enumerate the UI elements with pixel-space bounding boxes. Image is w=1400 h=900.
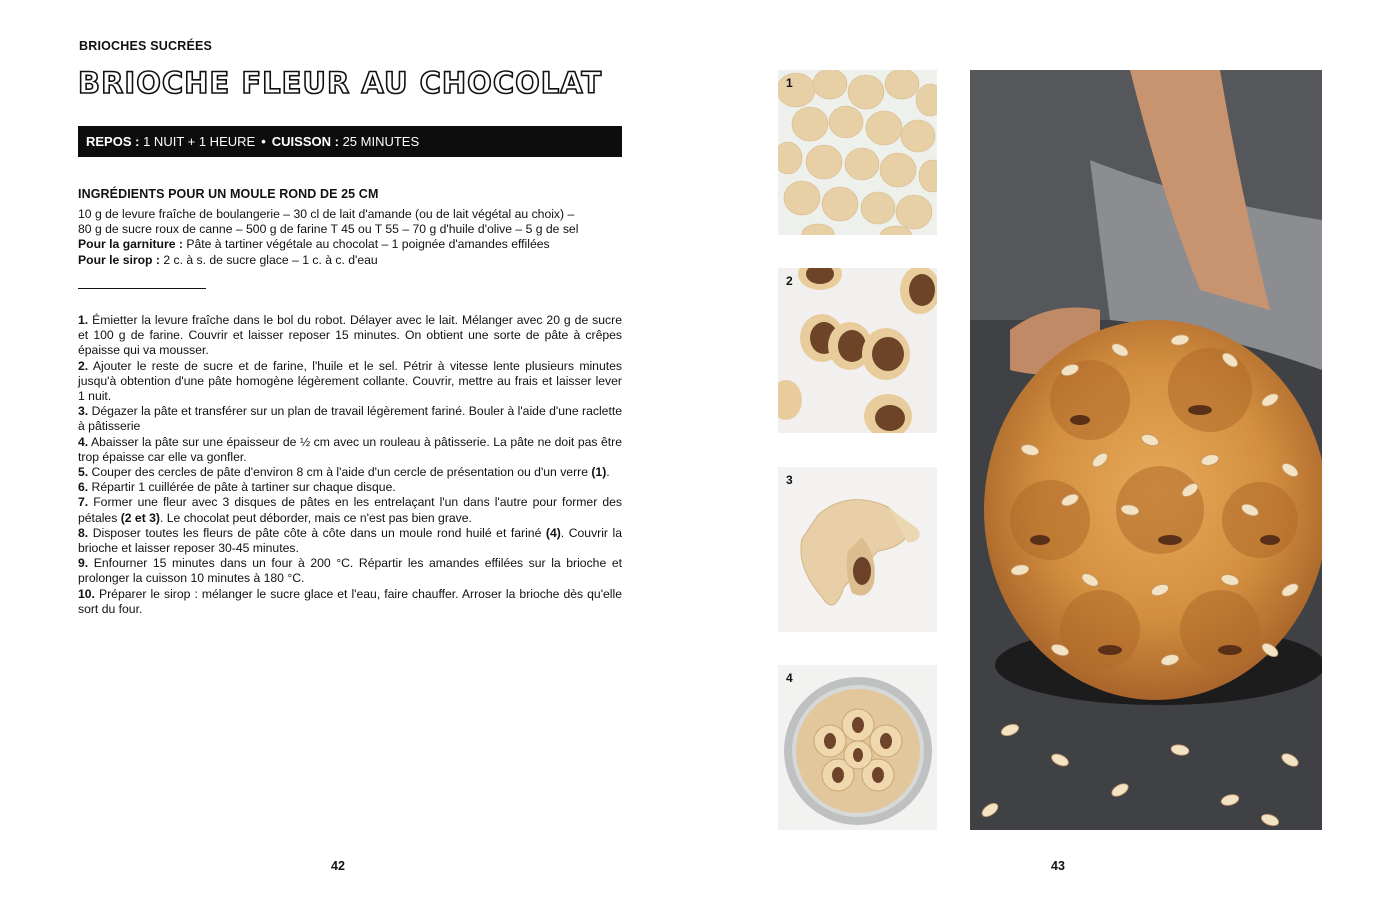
tin-with-flowers-image [778, 665, 937, 830]
syrup-label: Pour le sirop : [78, 252, 160, 267]
recipe-title: BRIOCHE FLEUR AU CHOCOLAT [78, 66, 603, 100]
bake-label: CUISSON : [271, 134, 339, 149]
chocolate-discs-image [778, 268, 937, 433]
divider [78, 288, 206, 289]
step-photo-number: 2 [786, 274, 793, 288]
brioche-photo [970, 70, 1322, 830]
step-photo-number: 1 [786, 76, 793, 90]
step: 1. Émietter la levure fraîche dans le bol du robot. Délayer avec le lait. Mélanger avec 20 g de sucre et 100 g de farine. Couvrir et laisser reposer 15 minutes. On obtient une sorte de pâte à crêpes épaisse qui va mousser. [78, 313, 622, 358]
ingredients-heading: INGRÉDIENTS POUR UN MOULE ROND DE 25 CM [78, 187, 379, 201]
step: 9. Enfourner 15 minutes dans un four à 200 °C. Répartir les amandes effilées sur la brioche et prolonger la cuisson 10 minutes à 180 °C. [78, 556, 622, 586]
step-photo-4 [778, 665, 937, 830]
timing-separator: • [261, 134, 266, 149]
syrup-line [78, 253, 638, 268]
rest-value: 1 NUIT + 1 HEURE [143, 134, 256, 149]
page-number-right: 43 [1051, 859, 1065, 873]
page-number-left: 42 [331, 859, 345, 873]
garnish-text: Pâte à tartiner végétale au chocolat – 1 poignée d'amandes effilées [182, 237, 550, 252]
step: 2. Ajouter le reste de sucre et de farine, l'huile et le sel. Pétrir à vitesse lente plusieurs minutes jusqu'à obtention d'une pâte homogène légèrement collante. Couvrir, mettre au frais et laisser lever 1 nuit. [78, 358, 622, 404]
syrup-text: 2 c. à s. de sucre glace – 1 c. à c. d'eau [159, 252, 378, 267]
dough-discs-image [778, 70, 937, 235]
step-photo-3 [778, 467, 937, 632]
timing-bar [78, 126, 622, 157]
step: 6. Répartir 1 cuillérée de pâte à tartiner sur chaque disque. [78, 480, 396, 495]
step: 3. Dégazer la pâte et transférer sur un plan de travail légèrement fariné. Bouler à l'aide d'une raclette à pâtisserie [78, 404, 622, 434]
step-photo-2 [778, 268, 937, 433]
step: 4. Abaisser la pâte sur une épaisseur de ½ cm avec un rouleau à pâtisserie. La pâte ne doit pas être trop épaisse car elle va gonfler. [78, 434, 622, 464]
step-photo-number: 4 [786, 671, 793, 685]
step: 5. Couper des cercles de pâte d'environ 8 cm à l'aide d'un cercle de présentation ou d'un verre (1). [78, 465, 610, 480]
step-photo-1 [778, 70, 937, 235]
rest-label: REPOS : [86, 134, 140, 149]
step: 7. Former une fleur avec 3 disques de pâtes en les entrelaçant l'un dans l'autre pour former des pétales (2 et 3). Le chocolat peut déborder, mais ce n'est pas bien grave. [78, 495, 622, 525]
step: 10. Préparer le sirop : mélanger le sucre glace et l'eau, faire chauffer. Arroser la brioche dès qu'elle sort du four. [78, 586, 622, 616]
garnish-label: Pour la garniture : [78, 237, 183, 252]
instructions [78, 313, 622, 617]
ingredients-list [78, 207, 638, 268]
step-photo-number: 3 [786, 473, 793, 487]
folded-dough-image [778, 467, 937, 632]
ingredients-line: 10 g de levure fraîche de boulangerie – 30 cl de lait d'amande (ou de lait végétal au choix) – [78, 207, 575, 221]
section-label: BRIOCHES SUCRÉES [79, 39, 213, 53]
garnish-line [78, 237, 638, 252]
right-page [700, 0, 1400, 900]
step: 8. Disposer toutes les fleurs de pâte côte à côte dans un moule rond huilé et fariné (4). Couvrir la brioche et laisser reposer 30-45 minutes. [78, 525, 622, 556]
finished-brioche-image [970, 70, 1322, 830]
ingredients-line: 80 g de sucre roux de canne – 500 g de farine T 45 ou T 55 – 70 g d'huile d'olive – 5 g de sel [78, 222, 579, 237]
bake-value: 25 MINUTES [342, 134, 420, 149]
